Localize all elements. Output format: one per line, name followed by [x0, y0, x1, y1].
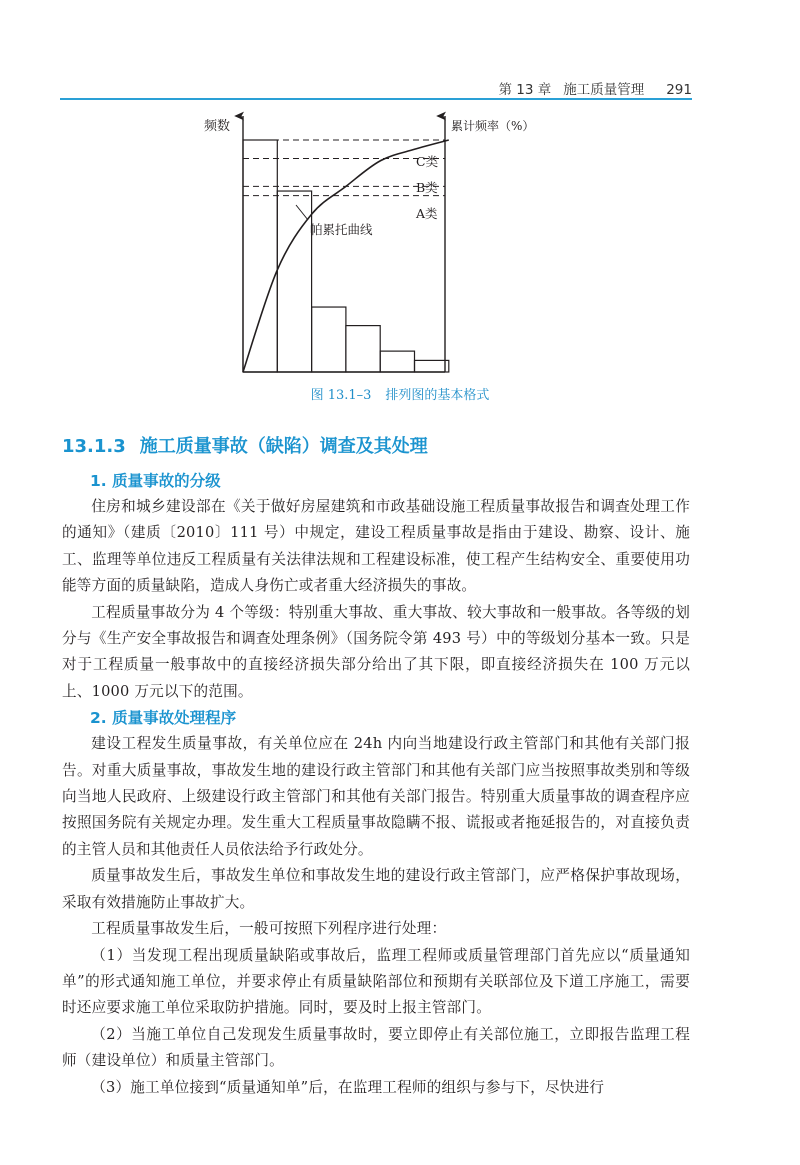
- figure-caption: [0, 384, 800, 403]
- pareto-bar: [415, 360, 449, 372]
- figure-number: 图 13.1–3: [310, 388, 372, 403]
- paragraph: （1）当发现工程出现质量缺陷或事故后，监理工程师或质量管理部门首先应以“质量通知单”的形式通知施工单位，并要求停止有质量缺陷部位和预期有关联部位及下道工序施工，需要时还应要求施工单位采取防护措施。同时，要及时上报主管部门。: [62, 946, 690, 1017]
- pareto-bar: [243, 140, 277, 372]
- paragraph: 质量事故发生后，事故发生单位和事故发生地的建设行政主管部门，应严格保护事故现场，采取有效措施防止事故扩大。: [62, 867, 690, 911]
- section-title: 施工质量事故（缺陷）调查及其处理: [139, 436, 428, 457]
- page-number: 291: [666, 82, 692, 98]
- class-label-a: A类: [416, 206, 438, 221]
- pareto-bar: [380, 351, 414, 372]
- pareto-bar: [346, 326, 380, 372]
- class-label-b: B类: [416, 180, 438, 195]
- paragraph: 工程质量事故发生后，一般可按照下列程序进行处理：: [91, 920, 447, 938]
- paragraph: （3）施工单位接到“质量通知单”后，在监理工程师的组织与参与下，尽快进行: [91, 1078, 605, 1096]
- body-text: [62, 468, 690, 1101]
- class-label-c: C类: [416, 154, 439, 169]
- header-chapter: 第 13 章: [498, 82, 552, 98]
- paragraph: 住房和城乡建设部在《关于做好房屋建筑和市政基础设施工程质量事故报告和调查处理工作的通知》（建质〔2010〕111 号）中规定，建设工程质量事故是指由于建设、勘察、设计、施工、监理等单位违反工程质量有关法律法规和工程建设标准，使工程产生结构安全、重要使用功能等方面的质量缺陷，造成人身伤亡或者重大经济损失的事故。: [62, 498, 690, 595]
- running-header: [498, 78, 692, 98]
- paragraph: （2）当施工单位自己发现发生质量事故时，要立即停止有关部位施工，立即报告监理工程师（建设单位）和质量主管部门。: [62, 1025, 690, 1070]
- paragraph: 建设工程发生质量事故，有关单位应在 24h 内向当地建设行政主管部门和其他有关部门报告。对重大质量事故，事故发生地的建设行政主管部门和其他有关部门应当按照事故类别和等级向当地人民政府、上级建设行政主管部门和其他有关部门报告。特别重大质量事故的调查程序应按照国务院有关规定办理。发生重大工程质量事故隐瞒不报、谎报或者拖延报告的，对直接负责的主管人员和其他责任人员依法给予行政处分。: [62, 735, 690, 858]
- subsection-title: 1. 质量事故的分级: [90, 472, 221, 490]
- header-rule: [60, 98, 692, 100]
- y-right-label: 累计频率（%）: [451, 119, 535, 133]
- pareto-chart: [190, 108, 610, 380]
- subsection-title: 2. 质量事故处理程序: [90, 709, 237, 728]
- paragraph: 工程质量事故分为 4 个等级：特别重大事故、重大事故、较大事故和一般事故。各等级的划分与《生产安全事故报告和调查处理条例》（国务院令第 493 号）中的等级划分基本一致。只是对于工程质量一般事故中的直接经济损失部分给出了其下限，即直接经济损失在 100 万元以上、1000 万元以下的范围。: [62, 603, 690, 700]
- y-left-label: 频数: [204, 119, 231, 134]
- section-heading: [62, 432, 428, 458]
- curve-label: 帕累托曲线: [310, 222, 373, 237]
- header-title: 施工质量管理: [563, 82, 645, 98]
- pareto-bar: [312, 307, 346, 372]
- section-number: 13.1.3: [62, 436, 126, 457]
- figure-caption-text: 排列图的基本格式: [385, 388, 490, 403]
- curve-leader-line: [296, 205, 308, 220]
